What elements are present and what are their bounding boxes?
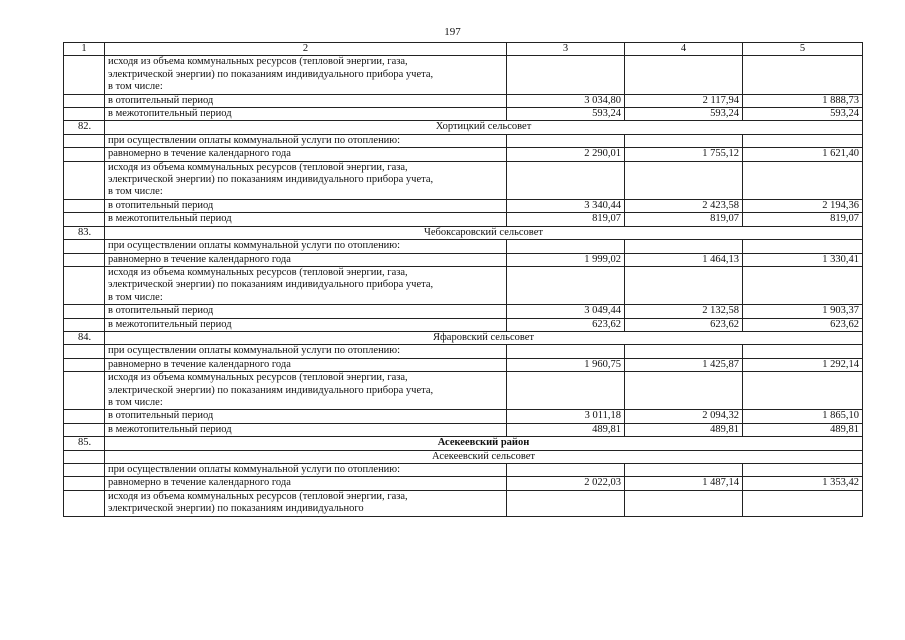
value-col5: 2 194,36 (743, 199, 863, 212)
table-row (64, 372, 863, 410)
value-col5: 1 353,42 (743, 477, 863, 490)
table-row (64, 240, 863, 253)
value-col5 (743, 161, 863, 199)
empty-cell (64, 477, 105, 490)
empty-cell (64, 266, 105, 304)
value-col5 (743, 372, 863, 410)
value-col3 (507, 240, 625, 253)
value-col3: 3 034,80 (507, 94, 625, 107)
row-label: исходя из объема коммунальных ресурсов (тепловой энергии, газа, электрической энергии) по показаниям индивидуального прибора учета, в том числе: (105, 266, 507, 304)
value-col3: 2 022,03 (507, 477, 625, 490)
value-col5 (743, 240, 863, 253)
empty-cell (64, 464, 105, 477)
empty-cell (64, 410, 105, 423)
row-label: исходя из объема коммунальных ресурсов (тепловой энергии, газа, электрической энергии) по показаниям индивидуального прибора учета, в том числе: (105, 372, 507, 410)
value-col5: 489,81 (743, 423, 863, 436)
value-col4 (625, 372, 743, 410)
value-col5: 819,07 (743, 213, 863, 226)
empty-cell (64, 450, 105, 463)
row-label: равномерно в течение календарного года (105, 148, 507, 161)
empty-cell (64, 305, 105, 318)
value-col3 (507, 490, 625, 516)
table-row (64, 410, 863, 423)
value-col5: 1 888,73 (743, 94, 863, 107)
value-col3: 3 340,44 (507, 199, 625, 212)
section-row (64, 437, 863, 450)
empty-cell (64, 490, 105, 516)
row-label: в отопительный период (105, 94, 507, 107)
value-col3: 2 290,01 (507, 148, 625, 161)
table-row (64, 199, 863, 212)
empty-cell (64, 358, 105, 371)
empty-cell (64, 253, 105, 266)
value-col5: 1 330,41 (743, 253, 863, 266)
row-label: в отопительный период (105, 410, 507, 423)
value-col4: 1 487,14 (625, 477, 743, 490)
value-col3 (507, 134, 625, 147)
section-number: 85. (64, 437, 105, 450)
table-row (64, 134, 863, 147)
header-cell: 1 (64, 43, 105, 56)
value-col3 (507, 372, 625, 410)
section-title: Яфаровский сельсовет (105, 331, 863, 344)
value-col5 (743, 490, 863, 516)
table-row (64, 213, 863, 226)
section-number: 84. (64, 331, 105, 344)
row-label: при осуществлении оплаты коммунальной услуги по отоплению: (105, 345, 507, 358)
empty-cell (64, 108, 105, 121)
empty-cell (64, 148, 105, 161)
table-row (64, 148, 863, 161)
value-col4: 2 094,32 (625, 410, 743, 423)
value-col3: 3 049,44 (507, 305, 625, 318)
row-label: в межотопительный период (105, 423, 507, 436)
value-col3: 819,07 (507, 213, 625, 226)
table-row (64, 161, 863, 199)
section-number: 83. (64, 226, 105, 239)
value-col5 (743, 345, 863, 358)
section-row (64, 331, 863, 344)
value-col4: 2 117,94 (625, 94, 743, 107)
page-number: 197 (444, 26, 461, 38)
section-number: 82. (64, 121, 105, 134)
subsection-title: Асекеевский сельсовет (105, 450, 863, 463)
empty-cell (64, 134, 105, 147)
value-col5: 1 292,14 (743, 358, 863, 371)
value-col3: 593,24 (507, 108, 625, 121)
table-row (64, 253, 863, 266)
table-row (64, 108, 863, 121)
table-row (64, 464, 863, 477)
row-label: в отопительный период (105, 199, 507, 212)
value-col5: 1 621,40 (743, 148, 863, 161)
row-label: в межотопительный период (105, 318, 507, 331)
value-col3: 489,81 (507, 423, 625, 436)
row-label: в межотопительный период (105, 108, 507, 121)
row-label: в отопительный период (105, 305, 507, 318)
empty-cell (64, 423, 105, 436)
row-label: исходя из объема коммунальных ресурсов (тепловой энергии, газа, электрической энергии) по показаниям индивидуального (105, 490, 507, 516)
value-col4 (625, 266, 743, 304)
value-col3 (507, 464, 625, 477)
row-label: исходя из объема коммунальных ресурсов (тепловой энергии, газа, электрической энергии) по показаниям индивидуального прибора учета, в том числе: (105, 161, 507, 199)
value-col4 (625, 490, 743, 516)
table-row (64, 318, 863, 331)
table-row (64, 305, 863, 318)
row-label: равномерно в течение календарного года (105, 358, 507, 371)
empty-cell (64, 240, 105, 253)
value-col5 (743, 56, 863, 94)
empty-cell (64, 372, 105, 410)
header-cell: 4 (625, 43, 743, 56)
value-col4 (625, 56, 743, 94)
section-title: Чебоксаровский сельсовет (105, 226, 863, 239)
tariff-table (63, 42, 863, 517)
empty-cell (64, 345, 105, 358)
header-cell: 5 (743, 43, 863, 56)
empty-cell (64, 199, 105, 212)
table-row (64, 477, 863, 490)
value-col4 (625, 464, 743, 477)
row-label: при осуществлении оплаты коммунальной услуги по отоплению: (105, 240, 507, 253)
row-label: при осуществлении оплаты коммунальной услуги по отоплению: (105, 464, 507, 477)
value-col3: 1 960,75 (507, 358, 625, 371)
value-col4: 2 132,58 (625, 305, 743, 318)
value-col4 (625, 134, 743, 147)
value-col4: 593,24 (625, 108, 743, 121)
section-title: Хортицкий сельсовет (105, 121, 863, 134)
row-label: исходя из объема коммунальных ресурсов (тепловой энергии, газа, электрической энергии) по показаниям индивидуального прибора учета, в том числе: (105, 56, 507, 94)
row-label: равномерно в течение календарного года (105, 477, 507, 490)
header-row (64, 43, 863, 56)
value-col3 (507, 56, 625, 94)
value-col3 (507, 266, 625, 304)
row-label: равномерно в течение календарного года (105, 253, 507, 266)
value-col5: 593,24 (743, 108, 863, 121)
value-col4: 1 425,87 (625, 358, 743, 371)
value-col4: 819,07 (625, 213, 743, 226)
value-col5 (743, 464, 863, 477)
empty-cell (64, 213, 105, 226)
table-row (64, 358, 863, 371)
empty-cell (64, 161, 105, 199)
section-row (64, 121, 863, 134)
value-col4 (625, 161, 743, 199)
value-col5: 623,62 (743, 318, 863, 331)
table-row (64, 56, 863, 94)
value-col3 (507, 161, 625, 199)
value-col3 (507, 345, 625, 358)
subsection-row (64, 450, 863, 463)
row-label: в межотопительный период (105, 213, 507, 226)
value-col5: 1 903,37 (743, 305, 863, 318)
empty-cell (64, 56, 105, 94)
row-label: при осуществлении оплаты коммунальной услуги по отоплению: (105, 134, 507, 147)
table-row (64, 94, 863, 107)
table-row (64, 423, 863, 436)
value-col5 (743, 134, 863, 147)
empty-cell (64, 94, 105, 107)
value-col4: 1 464,13 (625, 253, 743, 266)
value-col4: 2 423,58 (625, 199, 743, 212)
value-col5: 1 865,10 (743, 410, 863, 423)
value-col4 (625, 240, 743, 253)
table-row (64, 345, 863, 358)
value-col5 (743, 266, 863, 304)
header-cell: 2 (105, 43, 507, 56)
section-title: Асекеевский район (105, 437, 863, 450)
value-col3: 1 999,02 (507, 253, 625, 266)
value-col4: 623,62 (625, 318, 743, 331)
table-row (64, 490, 863, 516)
value-col4: 1 755,12 (625, 148, 743, 161)
empty-cell (64, 318, 105, 331)
value-col4: 489,81 (625, 423, 743, 436)
value-col3: 3 011,18 (507, 410, 625, 423)
table-row (64, 266, 863, 304)
header-cell: 3 (507, 43, 625, 56)
value-col3: 623,62 (507, 318, 625, 331)
section-row (64, 226, 863, 239)
value-col4 (625, 345, 743, 358)
